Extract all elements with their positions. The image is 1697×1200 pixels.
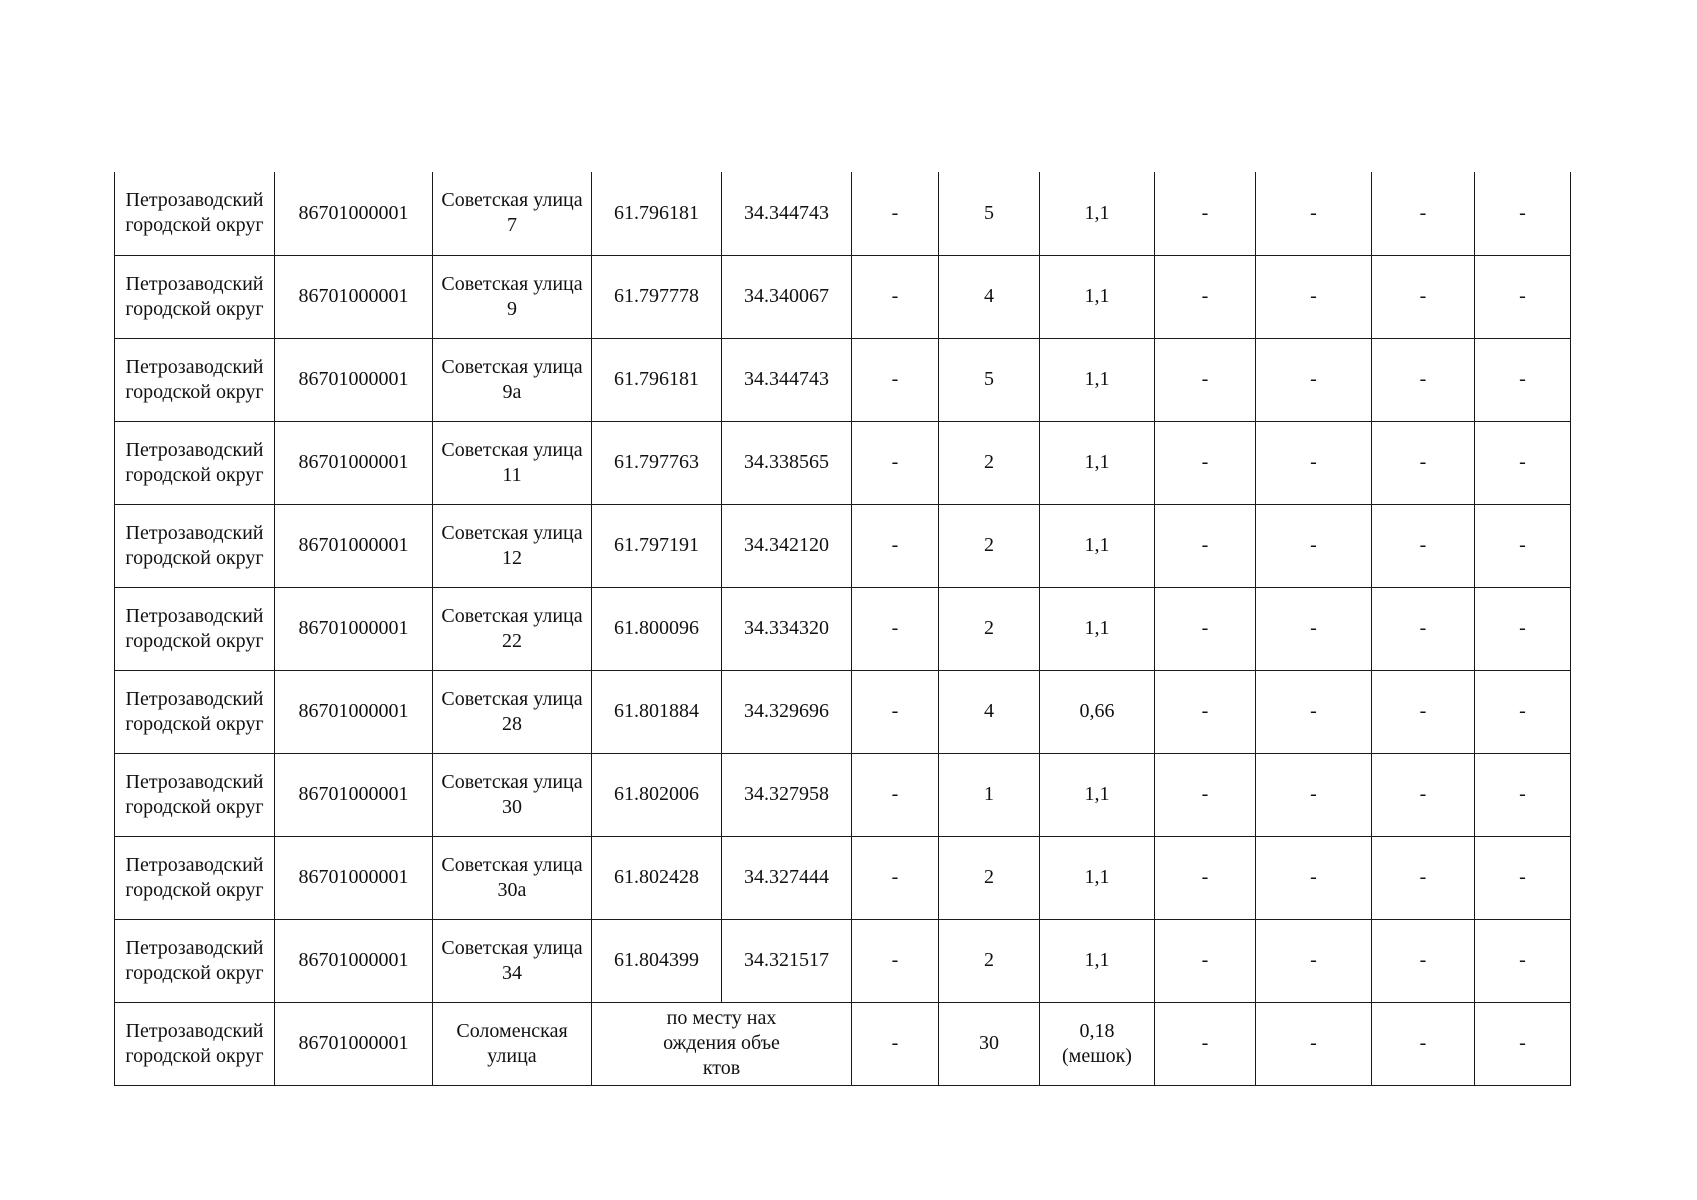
longitude-cell: 34.340067	[722, 255, 852, 338]
container-count-cell: 4	[939, 670, 1040, 753]
latitude-cell: 61.802006	[592, 753, 722, 836]
address-cell: Советская улица 30а	[433, 836, 592, 919]
table-row	[115, 338, 1571, 421]
dash-cell: -	[1256, 1002, 1372, 1085]
dash-cell: -	[1372, 1002, 1475, 1085]
municipality-cell: Петрозаводский городской округ	[115, 421, 275, 504]
dash-cell: -	[1475, 338, 1571, 421]
dash-cell: -	[1256, 338, 1372, 421]
dash-cell: -	[1372, 504, 1475, 587]
dash-cell: -	[1155, 587, 1256, 670]
dash-cell: -	[1475, 919, 1571, 1002]
container-count-cell: 2	[939, 504, 1040, 587]
dash-cell: -	[1372, 836, 1475, 919]
oktmo-cell: 86701000001	[275, 753, 433, 836]
address-cell: Соломенская улица	[433, 1002, 592, 1085]
container-count-cell: 30	[939, 1002, 1040, 1085]
longitude-cell: 34.321517	[722, 919, 852, 1002]
container-volume-cell: 1,1	[1040, 421, 1155, 504]
dash-cell: -	[852, 670, 939, 753]
latitude-cell: 61.797763	[592, 421, 722, 504]
container-count-cell: 5	[939, 338, 1040, 421]
container-count-cell: 2	[939, 919, 1040, 1002]
dash-cell: -	[1372, 421, 1475, 504]
dash-cell: -	[1256, 255, 1372, 338]
container-count-cell: 1	[939, 753, 1040, 836]
longitude-cell: 34.342120	[722, 504, 852, 587]
longitude-cell: 34.327958	[722, 753, 852, 836]
dash-cell: -	[1256, 919, 1372, 1002]
container-count-cell: 4	[939, 255, 1040, 338]
latitude-cell: 61.802428	[592, 836, 722, 919]
municipality-cell: Петрозаводский городской округ	[115, 338, 275, 421]
dash-cell: -	[1475, 172, 1571, 255]
oktmo-cell: 86701000001	[275, 338, 433, 421]
oktmo-cell: 86701000001	[275, 1002, 433, 1085]
dash-cell: -	[1372, 753, 1475, 836]
container-count-cell: 5	[939, 172, 1040, 255]
latitude-cell: 61.800096	[592, 587, 722, 670]
dash-cell: -	[1155, 670, 1256, 753]
container-volume-cell: 1,1	[1040, 753, 1155, 836]
dash-cell: -	[1475, 255, 1571, 338]
table-row	[115, 504, 1571, 587]
dash-cell: -	[1475, 836, 1571, 919]
table-row	[115, 421, 1571, 504]
dash-cell: -	[852, 172, 939, 255]
oktmo-cell: 86701000001	[275, 504, 433, 587]
container-volume-cell: 1,1	[1040, 919, 1155, 1002]
table-row	[115, 919, 1571, 1002]
dash-cell: -	[1256, 587, 1372, 670]
dash-cell: -	[1155, 836, 1256, 919]
table-row	[115, 587, 1571, 670]
dash-cell: -	[1372, 919, 1475, 1002]
oktmo-cell: 86701000001	[275, 255, 433, 338]
container-volume-cell: 0,18 (мешок)	[1040, 1002, 1155, 1085]
municipality-cell: Петрозаводский городской округ	[115, 670, 275, 753]
location-text: по месту нахождения объектов	[663, 1007, 780, 1079]
latitude-cell: 61.797778	[592, 255, 722, 338]
address-cell: Советская улица 11	[433, 421, 592, 504]
dash-cell: -	[1372, 255, 1475, 338]
municipality-cell: Петрозаводский городской округ	[115, 1002, 275, 1085]
address-cell: Советская улица 30	[433, 753, 592, 836]
dash-cell: -	[1372, 172, 1475, 255]
container-count-cell: 2	[939, 421, 1040, 504]
dash-cell: -	[1372, 670, 1475, 753]
oktmo-cell: 86701000001	[275, 670, 433, 753]
dash-cell: -	[852, 753, 939, 836]
table-row	[115, 753, 1571, 836]
address-cell: Советская улица 22	[433, 587, 592, 670]
container-volume-cell: 1,1	[1040, 172, 1155, 255]
dash-cell: -	[1155, 421, 1256, 504]
longitude-cell: 34.327444	[722, 836, 852, 919]
municipality-cell: Петрозаводский городской округ	[115, 836, 275, 919]
address-cell: Советская улица 12	[433, 504, 592, 587]
table-row	[115, 670, 1571, 753]
location-cell	[592, 1002, 852, 1085]
municipality-cell: Петрозаводский городской округ	[115, 753, 275, 836]
container-count-cell: 2	[939, 587, 1040, 670]
dash-cell: -	[1475, 1002, 1571, 1085]
oktmo-cell: 86701000001	[275, 172, 433, 255]
container-sites-table	[114, 172, 1571, 1086]
dash-cell: -	[1256, 753, 1372, 836]
dash-cell: -	[1155, 919, 1256, 1002]
address-cell: Советская улица 34	[433, 919, 592, 1002]
dash-cell: -	[1256, 836, 1372, 919]
longitude-cell: 34.344743	[722, 172, 852, 255]
dash-cell: -	[1256, 421, 1372, 504]
dash-cell: -	[1155, 255, 1256, 338]
dash-cell: -	[1155, 338, 1256, 421]
longitude-cell: 34.338565	[722, 421, 852, 504]
dash-cell: -	[852, 919, 939, 1002]
table-row	[115, 1002, 1571, 1085]
latitude-cell: 61.796181	[592, 172, 722, 255]
dash-cell: -	[1256, 172, 1372, 255]
latitude-cell: 61.796181	[592, 338, 722, 421]
dash-cell: -	[1155, 753, 1256, 836]
dash-cell: -	[852, 1002, 939, 1085]
container-volume-cell: 1,1	[1040, 255, 1155, 338]
table-row	[115, 836, 1571, 919]
container-volume-cell: 1,1	[1040, 504, 1155, 587]
dash-cell: -	[1256, 670, 1372, 753]
longitude-cell: 34.344743	[722, 338, 852, 421]
oktmo-cell: 86701000001	[275, 421, 433, 504]
dash-cell: -	[852, 421, 939, 504]
dash-cell: -	[1475, 504, 1571, 587]
container-volume-cell: 1,1	[1040, 836, 1155, 919]
dash-cell: -	[1372, 338, 1475, 421]
municipality-cell: Петрозаводский городской округ	[115, 504, 275, 587]
dash-cell: -	[1475, 421, 1571, 504]
dash-cell: -	[852, 504, 939, 587]
oktmo-cell: 86701000001	[275, 587, 433, 670]
dash-cell: -	[852, 587, 939, 670]
oktmo-cell: 86701000001	[275, 919, 433, 1002]
latitude-cell: 61.797191	[592, 504, 722, 587]
longitude-cell: 34.329696	[722, 670, 852, 753]
dash-cell: -	[852, 836, 939, 919]
dash-cell: -	[1155, 172, 1256, 255]
dash-cell: -	[1475, 670, 1571, 753]
dash-cell: -	[852, 338, 939, 421]
dash-cell: -	[1256, 504, 1372, 587]
container-volume-cell: 0,66	[1040, 670, 1155, 753]
municipality-cell: Петрозаводский городской округ	[115, 255, 275, 338]
container-volume-cell: 1,1	[1040, 587, 1155, 670]
dash-cell: -	[1155, 1002, 1256, 1085]
latitude-cell: 61.804399	[592, 919, 722, 1002]
dash-cell: -	[852, 255, 939, 338]
address-cell: Советская улица 9	[433, 255, 592, 338]
container-volume-cell: 1,1	[1040, 338, 1155, 421]
table-row	[115, 255, 1571, 338]
municipality-cell: Петрозаводский городской округ	[115, 919, 275, 1002]
latitude-cell: 61.801884	[592, 670, 722, 753]
municipality-cell: Петрозаводский городской округ	[115, 587, 275, 670]
dash-cell: -	[1155, 504, 1256, 587]
longitude-cell: 34.334320	[722, 587, 852, 670]
table-row	[115, 172, 1571, 255]
dash-cell: -	[1475, 753, 1571, 836]
container-count-cell: 2	[939, 836, 1040, 919]
municipality-cell: Петрозаводский городской округ	[115, 172, 275, 255]
oktmo-cell: 86701000001	[275, 836, 433, 919]
address-cell: Советская улица 28	[433, 670, 592, 753]
dash-cell: -	[1475, 587, 1571, 670]
dash-cell: -	[1372, 587, 1475, 670]
address-cell: Советская улица 7	[433, 172, 592, 255]
address-cell: Советская улица 9а	[433, 338, 592, 421]
